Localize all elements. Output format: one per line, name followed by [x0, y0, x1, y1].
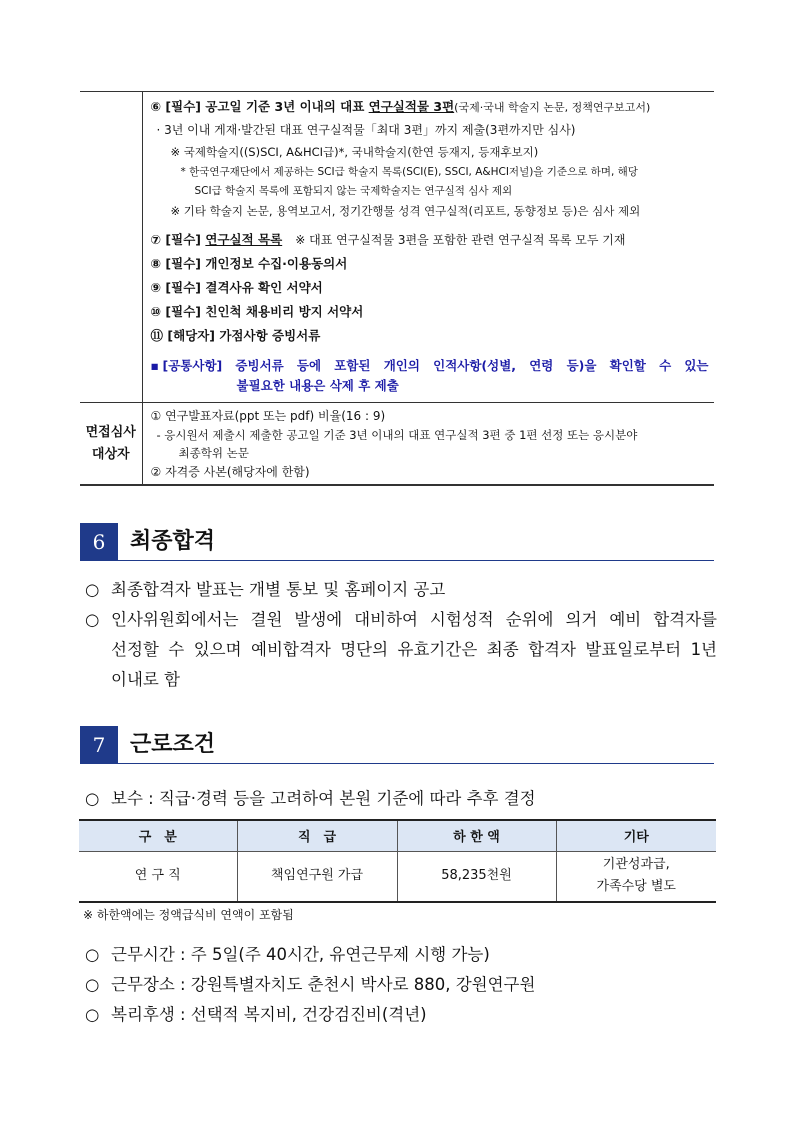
paragraph-text: 복리후생 : 선택적 복지비, 건강검진비(격년) — [111, 1005, 427, 1024]
item-9: ⑨ [필수] 결격사유 확인 서약서 — [150, 280, 323, 295]
paragraph-text: 보수 : 직급·경력 등을 고려하여 본원 기준에 따라 추후 결정 — [111, 789, 536, 808]
cell-etc-line-1: 기관성과급, — [602, 857, 670, 873]
interview-item-1: ① 연구발표자료(ppt 또는 pdf) 비율(16 : 9) — [150, 409, 386, 423]
item-8: ⑧ [필수] 개인정보 수집·이용동의서 — [150, 256, 348, 271]
circle-bullet-icon: ○ — [85, 789, 100, 808]
salary-table — [79, 819, 716, 903]
cell-etc-line-2: 가족수당 별도 — [596, 879, 676, 895]
item-6-detail: · 3년 이내 게재·발간된 대표 연구실적물「최대 3편」까지 제출(3편까지만 심사) — [156, 123, 576, 137]
paragraph-text: 근무장소 : 강원특별자치도 춘천시 박사로 880, 강원연구원 — [111, 975, 536, 994]
circle-bullet-icon: ○ — [85, 975, 100, 994]
section-7-heading — [80, 726, 714, 764]
table-row — [80, 403, 714, 486]
table-row — [79, 851, 716, 902]
item-11: ⑪ [해당자] 가점사항 증빙서류 — [150, 328, 321, 343]
cell-etc — [556, 851, 716, 902]
interview-item-1-detail: - 응시원서 제출시 제출한 공고일 기준 3년 이내의 대표 연구실적 3편 중 1편 선정 또는 응시분야 — [156, 428, 638, 442]
reserve-candidates-paragraph — [85, 605, 717, 695]
item-6-underlined: 연구실적물 3편 — [368, 99, 455, 114]
cell-minimum: 58,235천원 — [397, 851, 556, 902]
final-pass-announcement — [85, 575, 717, 605]
paragraph-line-1: 인사위원회에서는 결원 발생에 대비하여 시험성적 순위에 의거 예비 합격자를 — [111, 610, 717, 629]
circle-bullet-icon: ○ — [85, 945, 100, 964]
item-6-exclusion-note: ※ 기타 학술지 논문, 용역보고서, 정기간행물 성격 연구실적(리포트, 동향정보 등)은 심사 제외 — [170, 204, 641, 218]
paragraph-text: 근무시간 : 주 5일(주 40시간, 유연근무제 시행 가능) — [111, 945, 490, 964]
item-10: ⑩ [필수] 친인척 채용비리 방지 서약서 — [150, 304, 364, 319]
working-hours — [85, 940, 717, 970]
column-header-category: 구 분 — [79, 820, 237, 851]
cell-category: 연 구 직 — [79, 851, 237, 902]
salary-paragraph — [85, 784, 717, 814]
circle-bullet-icon: ○ — [85, 580, 100, 599]
section-6-heading — [80, 523, 714, 561]
common-notice — [151, 356, 715, 376]
interview-header-line-2: 대상자 — [91, 446, 130, 462]
table-header-row — [79, 820, 716, 851]
interview-documents-cell — [142, 403, 714, 486]
paragraph-line-2: 선정할 수 있으며 예비합격자 명단의 유효기간은 최종 합격자 발표일로부터 1년 — [111, 640, 717, 659]
paragraph-text: 최종합격자 발표는 개별 통보 및 홈페이지 공고 — [111, 580, 446, 599]
circle-bullet-icon: ○ — [85, 610, 100, 629]
interview-row-header — [80, 403, 142, 486]
row-header-empty — [80, 92, 142, 403]
item-7-prefix: ⑦ [필수] — [150, 232, 206, 247]
interview-item-1-detail-2: 최종학위 논문 — [178, 446, 249, 460]
interview-item-2: ② 자격증 사본(해당자에 한함) — [150, 465, 310, 479]
common-notice-line-1: [공통사항] 증빙서류 등에 포함된 개인의 인적사항(성별, 연령 등)을 확인할 수 있는 — [162, 358, 709, 373]
item-6-prefix: ⑥ [필수] 공고일 기준 3년 이내의 대표 — [150, 99, 369, 114]
column-header-minimum: 하 한 액 — [397, 820, 556, 851]
item-6 — [151, 95, 715, 119]
item-6-footnote-2: SCI급 학술지 목록에 포함되지 않는 국제학술지는 연구실적 심사 제외 — [194, 185, 513, 197]
item-6-note: (국제·국내 학술지 논문, 정책연구보고서) — [454, 101, 651, 114]
column-header-etc: 기타 — [556, 820, 716, 851]
item-6-footnote-1: * 한국연구재단에서 제공하는 SCI급 학술지 목록(SCI(E), SSCI, A&HCI저널)을 기준으로 하며, 해당 — [180, 166, 638, 178]
column-header-rank: 직 급 — [237, 820, 397, 851]
section-title: 근로조건 — [130, 732, 216, 757]
item-7 — [151, 228, 715, 252]
salary-note: ※ 하한액에는 정액급식비 연액이 포함됨 — [83, 908, 294, 922]
interview-header-line-1: 면접심사 — [85, 424, 136, 440]
welfare — [85, 1000, 717, 1030]
section-title: 최종합격 — [130, 529, 216, 554]
work-place — [85, 970, 717, 1000]
paragraph-line-3: 이내로 함 — [111, 670, 181, 689]
cell-rank: 책임연구원 가급 — [237, 851, 397, 902]
required-documents-cell — [142, 92, 714, 403]
table-row — [80, 92, 714, 403]
item-7-note: ※ 대표 연구실적물 3편을 포함한 관련 연구실적 목록 모두 기재 — [295, 233, 626, 247]
circle-bullet-icon: ○ — [85, 1005, 100, 1024]
section-number-badge: 7 — [80, 726, 118, 764]
submission-documents-table — [80, 91, 714, 486]
square-bullet-icon: ▪ — [150, 358, 159, 373]
item-7-underlined: 연구실적 목록 — [205, 232, 283, 247]
item-6-journals-note: ※ 국제학술지((S)SCI, A&HCI급)*, 국내학술지(한연 등재지, 등재후보지) — [170, 145, 539, 159]
section-number-badge: 6 — [80, 523, 118, 561]
common-notice-line-2: 불필요한 내용은 삭제 후 제출 — [236, 378, 399, 393]
